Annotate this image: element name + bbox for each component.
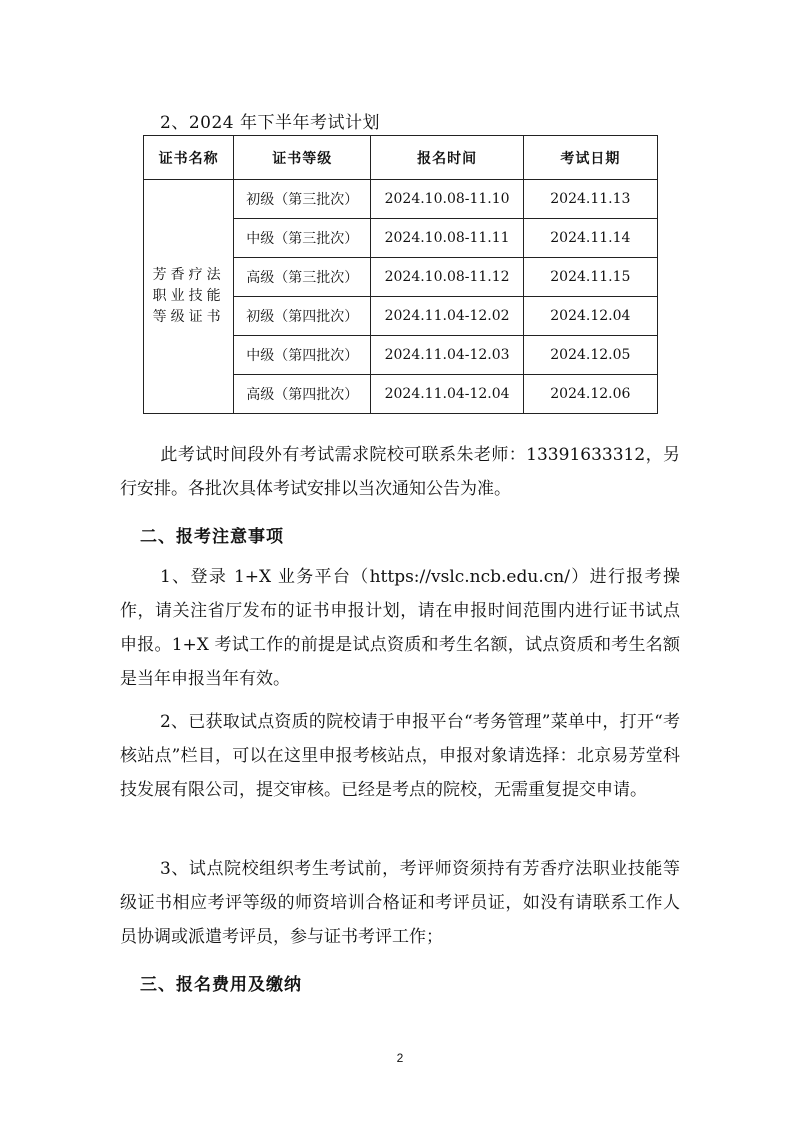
cert-name-cell <box>144 180 234 414</box>
cert-name-line: 职业技能 <box>152 288 225 304</box>
registration-cell: 2024.10.08-11.12 <box>371 258 523 297</box>
header-cert-name: 证书名称 <box>144 136 234 180</box>
notice-item-3 <box>120 852 680 954</box>
section-2-heading: 二、报考注意事项 <box>140 527 284 547</box>
registration-cell: 2024.11.04-12.04 <box>371 375 523 414</box>
exam-date-cell: 2024.11.14 <box>523 219 657 258</box>
header-exam-date: 考试日期 <box>523 136 657 180</box>
header-registration-time: 报名时间 <box>371 136 523 180</box>
level-cell: 中级（第三批次） <box>234 219 371 258</box>
table-row <box>144 180 658 219</box>
level-cell: 高级（第四批次） <box>234 375 371 414</box>
registration-cell: 2024.11.04-12.03 <box>371 336 523 375</box>
exam-date-cell: 2024.12.04 <box>523 297 657 336</box>
exam-plan-subheading: 2、2024 年下半年考试计划 <box>160 113 380 133</box>
cert-name-line: 芳香疗法 <box>152 267 225 283</box>
page-number: 2 <box>396 1051 404 1065</box>
contact-note-text: 此考试时间段外有考试需求院校可联系朱老师：13391633312，另行安排。各批次具体考试安排以当次通知公告为准。 <box>120 445 680 499</box>
level-cell: 初级（第四批次） <box>234 297 371 336</box>
level-cell: 初级（第三批次） <box>234 180 371 219</box>
contact-note-paragraph <box>120 438 680 506</box>
exam-schedule-table <box>143 135 658 414</box>
notice-item-2-text: 2、已获取试点资质的院校请于申报平台“考务管理”菜单中，打开“考核站点”栏目，可以在这里申报考核站点，申报对象请选择：北京易芳堂科技发展有限公司，提交审核。已经是考点的院校，无需重复提交申请。 <box>120 712 680 800</box>
exam-date-cell: 2024.12.05 <box>523 336 657 375</box>
notice-item-1-text: 1、登录 1+X 业务平台（https://vslc.ncb.edu.cn/）进行报考操作，请关注省厅发布的证书申报计划，请在申报时间范围内进行证书试点申报。1+X 考试工作的前提是试点资质和考生名额，试点资质和考生名额是当年申报当年有效。 <box>120 567 680 689</box>
exam-date-cell: 2024.11.15 <box>523 258 657 297</box>
notice-item-2 <box>120 705 680 807</box>
cert-name-line: 等级证书 <box>152 309 225 325</box>
notice-item-3-text: 3、试点院校组织考生考试前，考评师资须持有芳香疗法职业技能等级证书相应考评等级的师资培训合格证和考评员证，如没有请联系工作人员协调或派遣考评员，参与证书考评工作； <box>120 859 680 947</box>
exam-date-cell: 2024.12.06 <box>523 375 657 414</box>
header-cert-level: 证书等级 <box>234 136 371 180</box>
level-cell: 中级（第四批次） <box>234 336 371 375</box>
registration-cell: 2024.10.08-11.10 <box>371 180 523 219</box>
level-cell: 高级（第三批次） <box>234 258 371 297</box>
notice-item-1 <box>120 560 680 696</box>
table-header-row <box>144 136 658 180</box>
registration-cell: 2024.10.08-11.11 <box>371 219 523 258</box>
section-3-heading: 三、报名费用及缴纳 <box>140 975 302 995</box>
registration-cell: 2024.11.04-12.02 <box>371 297 523 336</box>
exam-date-cell: 2024.11.13 <box>523 180 657 219</box>
